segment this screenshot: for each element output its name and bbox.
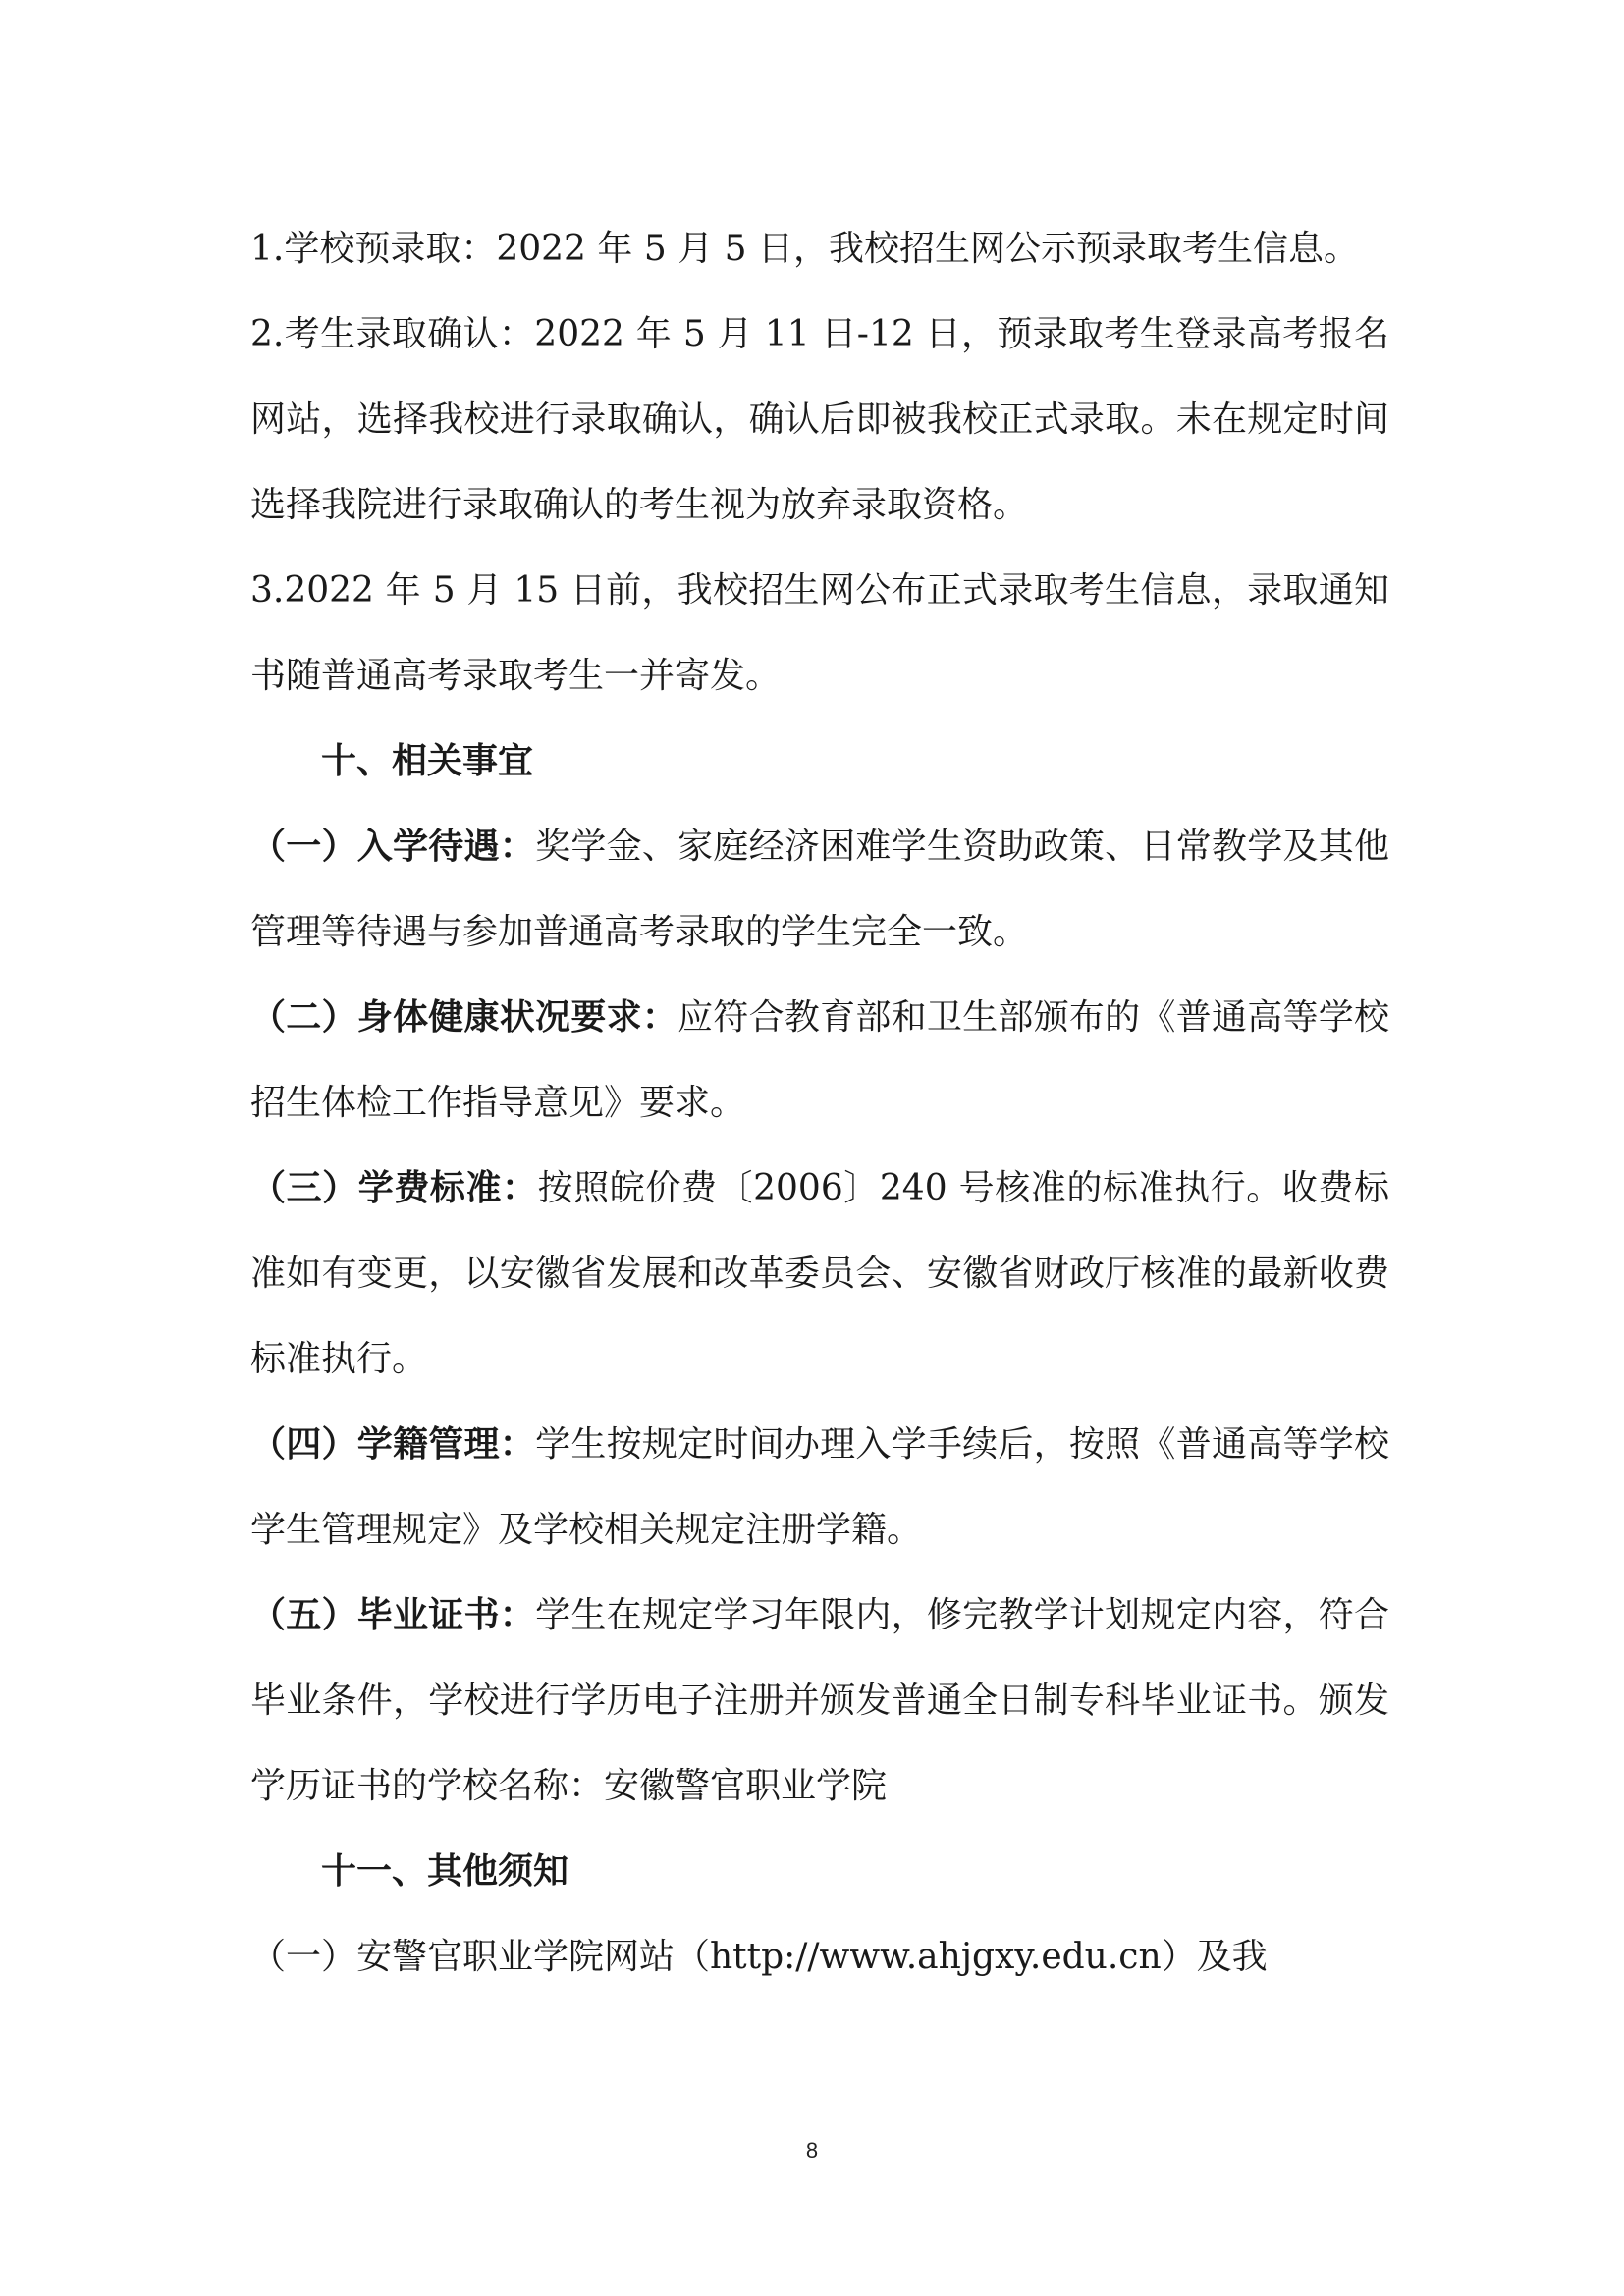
item-label: （一）入学待遇：: [250, 826, 536, 867]
item-label: （三）学费标准：: [250, 1167, 538, 1208]
item-text: 奖学金、家庭经济困难学生资助政策、日常教学及其他管理等待遇与参加普通高考录取的学生完全一致。: [250, 827, 1389, 952]
item-enrollment-benefits: [250, 804, 1389, 975]
section-heading-related-matters: 十、相关事宜: [321, 740, 534, 781]
item-graduation-certificate: [250, 1573, 1389, 1829]
item-tuition-standard: [250, 1146, 1389, 1402]
paragraph-website-note: （一）安警官职业学院网站（http://www.ahjgxy.edu.cn）及我: [250, 1937, 1268, 1977]
paragraph-admission-confirmation: 2.考生录取确认：2022 年 5 月 11 日-12 日，预录取考生登录高考报名网站，选择我校进行录取确认，确认后即被我校正式录取。未在规定时间选择我院进行录取确认的考生视为放弃录取资格。: [250, 314, 1389, 525]
item-label: （四）学籍管理：: [250, 1423, 536, 1465]
section-heading-other-notes: 十一、其他须知: [321, 1850, 569, 1892]
page-number: 8: [805, 2138, 819, 2163]
item-text: 学生按规定时间办理入学手续后，按照《普通高等学校学生管理规定》及学校相关规定注册学籍。: [250, 1424, 1389, 1550]
item-student-status: [250, 1402, 1389, 1573]
item-text: 按照皖价费〔2006〕240 号核准的标准执行。收费标准如有变更，以安徽省发展和改革委员会、安徽省财政厅核准的最新收费标准执行。: [250, 1168, 1389, 1379]
paragraph-preadmission: 1.学校预录取：2022 年 5 月 5 日，我校招生网公示预录取考生信息。: [250, 229, 1359, 269]
item-label: （二）身体健康状况要求：: [250, 996, 678, 1038]
paragraph-formal-admission: 3.2022 年 5 月 15 日前，我校招生网公布正式录取考生信息，录取通知书随普通高考录取考生一并寄发。: [250, 570, 1389, 696]
item-health-requirements: [250, 975, 1389, 1146]
item-text: 应符合教育部和卫生部颁布的《普通高等学校招生体检工作指导意见》要求。: [250, 997, 1389, 1123]
item-text: 学生在规定学习年限内，修完教学计划规定内容，符合毕业条件，学校进行学历电子注册并颁发普通全日制专科毕业证书。颁发学历证书的学校名称：安徽警官职业学院: [250, 1595, 1389, 1806]
item-label: （五）毕业证书：: [250, 1594, 536, 1635]
document-body: [250, 206, 1389, 2000]
